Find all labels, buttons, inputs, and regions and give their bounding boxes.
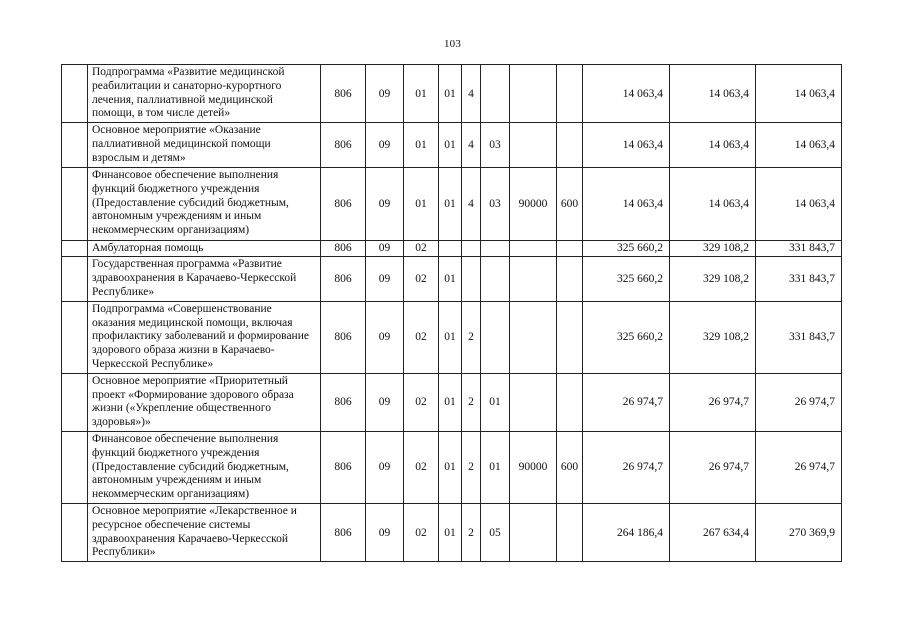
amount-year-1: 325 660,2: [583, 301, 670, 373]
amount-year-1: 26 974,7: [583, 431, 670, 503]
amount-year-3: 331 843,7: [756, 240, 842, 257]
ministry-code: 806: [321, 257, 366, 301]
subsection-code: 02: [404, 431, 439, 503]
target-code-subprogram: 2: [462, 301, 481, 373]
expense-type-code: [557, 65, 583, 123]
section-code: 09: [366, 257, 404, 301]
target-code-direction: [510, 123, 557, 167]
amount-year-1: 14 063,4: [583, 65, 670, 123]
amount-year-3: 14 063,4: [756, 123, 842, 167]
table-row: [62, 65, 842, 123]
amount-year-1: 26 974,7: [583, 373, 670, 431]
row-number-cell: [62, 240, 88, 257]
target-code-event: 03: [481, 123, 510, 167]
budget-table: [61, 64, 842, 562]
expense-type-code: [557, 257, 583, 301]
item-name: Государственная программа «Развитие здравоохранения в Карачаево-Черкесской Республике»: [88, 257, 321, 301]
amount-year-2: 14 063,4: [670, 65, 756, 123]
subsection-code: 02: [404, 503, 439, 561]
target-code-program: 01: [439, 431, 462, 503]
table-row: [62, 123, 842, 167]
target-code-subprogram: 4: [462, 123, 481, 167]
ministry-code: 806: [321, 373, 366, 431]
target-code-program: 01: [439, 257, 462, 301]
amount-year-3: 331 843,7: [756, 301, 842, 373]
row-number-cell: [62, 257, 88, 301]
target-code-event: [481, 240, 510, 257]
target-code-direction: [510, 65, 557, 123]
table-row: [62, 301, 842, 373]
amount-year-2: 329 108,2: [670, 301, 756, 373]
expense-type-code: 600: [557, 167, 583, 240]
section-code: 09: [366, 503, 404, 561]
item-name: Финансовое обеспечение выполнения функций бюджетного учреждения (Предоставление субсидий бюджетным, автономным учреждениям и иным некоммерческим организациям): [88, 167, 321, 240]
target-code-program: 01: [439, 65, 462, 123]
target-code-event: 01: [481, 431, 510, 503]
target-code-event: 01: [481, 373, 510, 431]
table-row: [62, 240, 842, 257]
amount-year-3: 270 369,9: [756, 503, 842, 561]
expense-type-code: 600: [557, 431, 583, 503]
amount-year-1: 264 186,4: [583, 503, 670, 561]
row-number-cell: [62, 301, 88, 373]
target-code-program: 01: [439, 167, 462, 240]
amount-year-3: 14 063,4: [756, 167, 842, 240]
item-name: Финансовое обеспечение выполнения функций бюджетного учреждения (Предоставление субсидий бюджетным, автономным учреждениям и иным некоммерческим организациям): [88, 431, 321, 503]
target-code-event: [481, 65, 510, 123]
amount-year-2: 329 108,2: [670, 240, 756, 257]
target-code-subprogram: 2: [462, 431, 481, 503]
target-code-program: 01: [439, 123, 462, 167]
row-number-cell: [62, 431, 88, 503]
amount-year-1: 325 660,2: [583, 240, 670, 257]
target-code-subprogram: 2: [462, 503, 481, 561]
target-code-direction: 90000: [510, 431, 557, 503]
target-code-direction: [510, 373, 557, 431]
subsection-code: 02: [404, 240, 439, 257]
target-code-subprogram: 2: [462, 373, 481, 431]
table-row: [62, 503, 842, 561]
subsection-code: 02: [404, 301, 439, 373]
expense-type-code: [557, 373, 583, 431]
target-code-program: 01: [439, 373, 462, 431]
item-name: Основное мероприятие «Оказание паллиативной медицинской помощи взрослым и детям»: [88, 123, 321, 167]
target-code-event: 05: [481, 503, 510, 561]
amount-year-2: 14 063,4: [670, 167, 756, 240]
subsection-code: 02: [404, 257, 439, 301]
target-code-direction: [510, 503, 557, 561]
target-code-subprogram: 4: [462, 65, 481, 123]
subsection-code: 01: [404, 167, 439, 240]
target-code-subprogram: [462, 257, 481, 301]
item-name: Подпрограмма «Развитие медицинской реабилитации и санаторно-курортного лечения, паллиативной медицинской помощи, в том числе детей»: [88, 65, 321, 123]
table-row: [62, 167, 842, 240]
section-code: 09: [366, 373, 404, 431]
target-code-direction: [510, 240, 557, 257]
item-name: Основное мероприятие «Приоритетный проект «Формирование здорового образа жизни («Укрепление общественного здоровья»)»: [88, 373, 321, 431]
target-code-event: [481, 301, 510, 373]
row-number-cell: [62, 65, 88, 123]
expense-type-code: [557, 503, 583, 561]
row-number-cell: [62, 373, 88, 431]
amount-year-2: 26 974,7: [670, 373, 756, 431]
target-code-event: 03: [481, 167, 510, 240]
amount-year-3: 14 063,4: [756, 65, 842, 123]
item-name: Основное мероприятие «Лекарственное и ресурсное обеспечение системы здравоохранения Карачаево-Черкесской Республики»: [88, 503, 321, 561]
amount-year-2: 26 974,7: [670, 431, 756, 503]
target-code-subprogram: 4: [462, 167, 481, 240]
item-name: Амбулаторная помощь: [88, 240, 321, 257]
amount-year-1: 14 063,4: [583, 167, 670, 240]
amount-year-1: 14 063,4: [583, 123, 670, 167]
section-code: 09: [366, 65, 404, 123]
expense-type-code: [557, 301, 583, 373]
target-code-subprogram: [462, 240, 481, 257]
row-number-cell: [62, 167, 88, 240]
table-row: [62, 431, 842, 503]
row-number-cell: [62, 123, 88, 167]
target-code-event: [481, 257, 510, 301]
target-code-direction: 90000: [510, 167, 557, 240]
amount-year-3: 331 843,7: [756, 257, 842, 301]
table-row: [62, 257, 842, 301]
section-code: 09: [366, 301, 404, 373]
subsection-code: 01: [404, 65, 439, 123]
ministry-code: 806: [321, 503, 366, 561]
page-number: 103: [443, 38, 462, 50]
section-code: 09: [366, 240, 404, 257]
amount-year-2: 329 108,2: [670, 257, 756, 301]
expense-type-code: [557, 240, 583, 257]
section-code: 09: [366, 431, 404, 503]
ministry-code: 806: [321, 301, 366, 373]
ministry-code: 806: [321, 123, 366, 167]
row-number-cell: [62, 503, 88, 561]
ministry-code: 806: [321, 65, 366, 123]
section-code: 09: [366, 123, 404, 167]
target-code-program: 01: [439, 301, 462, 373]
amount-year-3: 26 974,7: [756, 431, 842, 503]
amount-year-2: 14 063,4: [670, 123, 756, 167]
expense-type-code: [557, 123, 583, 167]
target-code-direction: [510, 257, 557, 301]
subsection-code: 02: [404, 373, 439, 431]
ministry-code: 806: [321, 431, 366, 503]
target-code-direction: [510, 301, 557, 373]
ministry-code: 806: [321, 167, 366, 240]
target-code-program: 01: [439, 503, 462, 561]
amount-year-1: 325 660,2: [583, 257, 670, 301]
target-code-program: [439, 240, 462, 257]
table-row: [62, 373, 842, 431]
section-code: 09: [366, 167, 404, 240]
amount-year-2: 267 634,4: [670, 503, 756, 561]
item-name: Подпрограмма «Совершенствование оказания медицинской помощи, включая профилактику заболеваний и формирование здорового образа жизни в Карачаево-Черкесской Республике»: [88, 301, 321, 373]
subsection-code: 01: [404, 123, 439, 167]
amount-year-3: 26 974,7: [756, 373, 842, 431]
ministry-code: 806: [321, 240, 366, 257]
